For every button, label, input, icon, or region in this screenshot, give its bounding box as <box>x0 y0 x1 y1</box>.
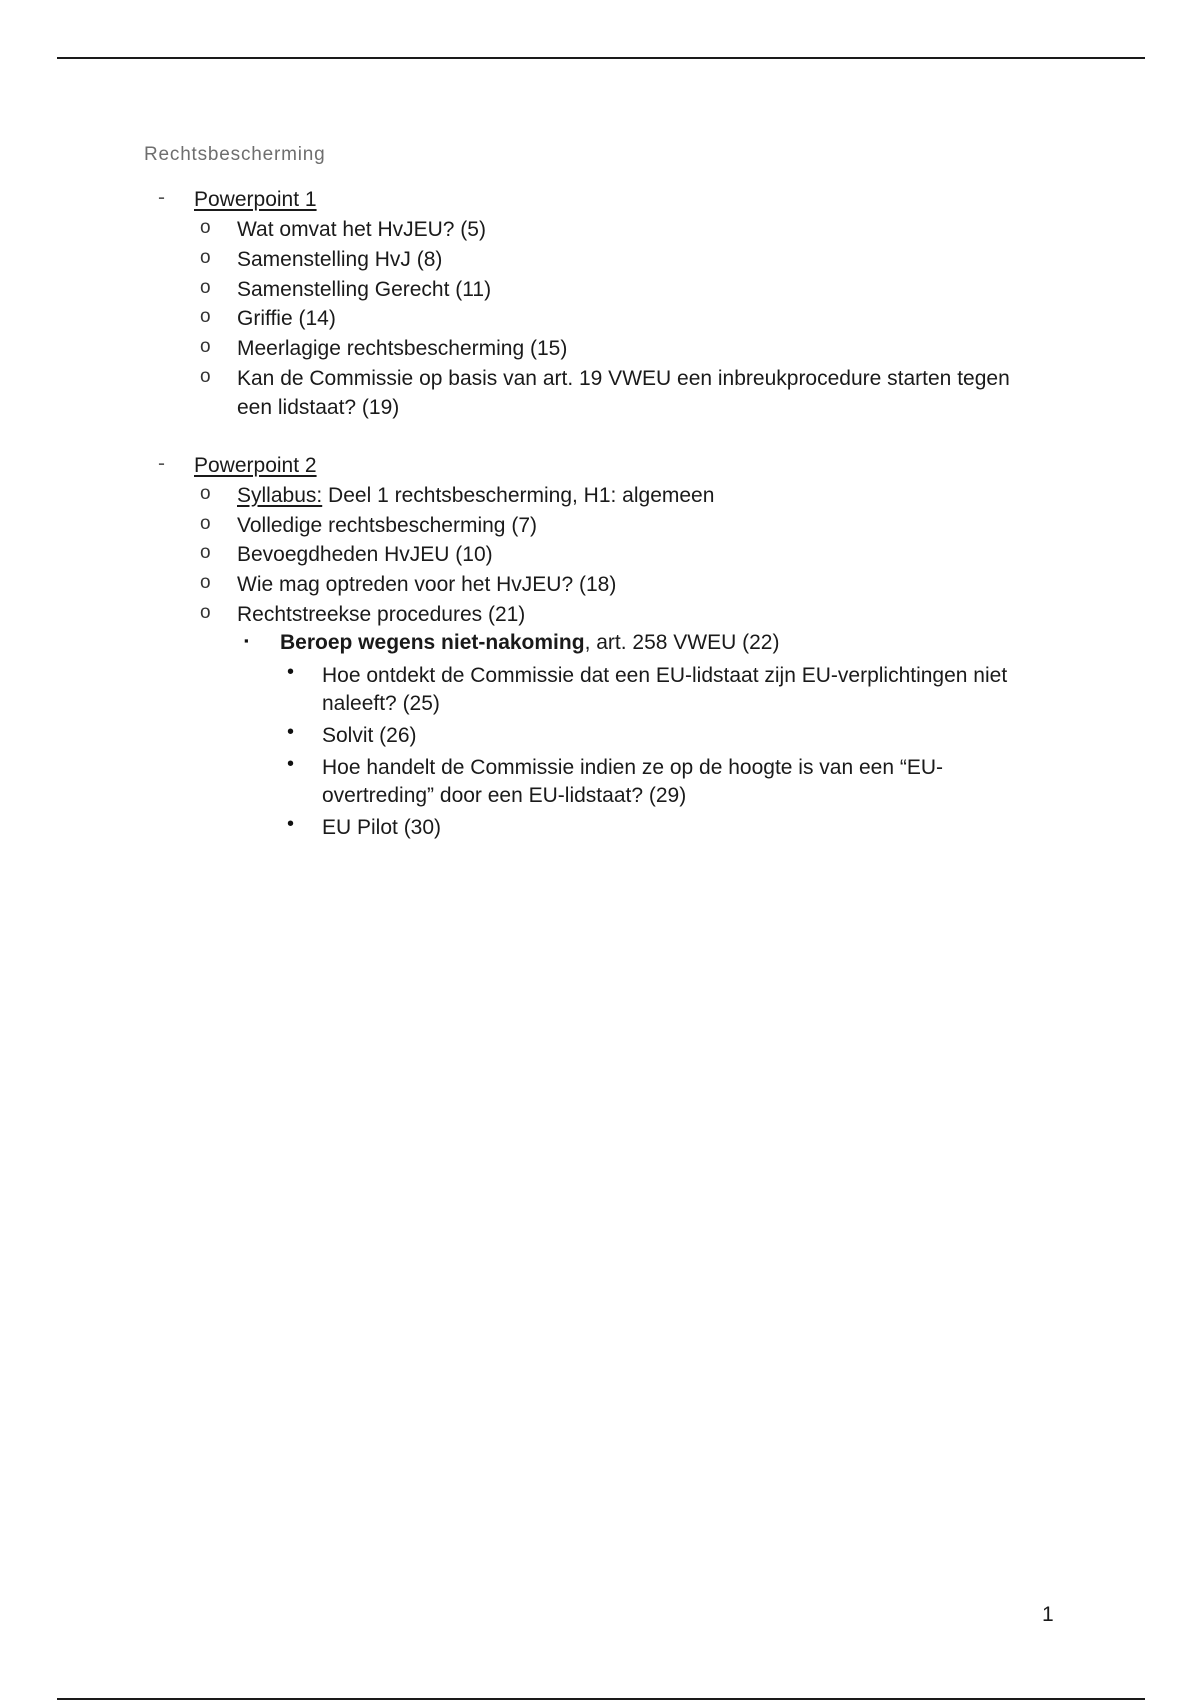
nested-list-item-continuation: overtreding” door een EU-lidstaat? (29) <box>322 784 687 807</box>
circle-bullet: o <box>200 513 211 534</box>
nested-list-item: Hoe handelt de Commissie indien ze op de hoogte is van een “EU- <box>322 756 944 779</box>
list-item: Bevoegdheden HvJEU (10) <box>237 543 493 566</box>
list-item: Griffie (14) <box>237 307 336 330</box>
syllabus-label: Syllabus: <box>237 484 323 507</box>
list-item: Samenstelling HvJ (8) <box>237 248 443 271</box>
section-heading: Powerpoint 1 <box>194 188 317 211</box>
list-item: Rechtstreekse procedures (21) <box>237 603 526 626</box>
list-item: Meerlagige rechtsbescherming (15) <box>237 337 568 360</box>
circle-bullet: o <box>200 336 211 357</box>
nested-list-item-continuation: naleeft? (25) <box>322 692 440 715</box>
dot-bullet: • <box>287 813 295 835</box>
list-item: Wie mag optreden voor het HvJEU? (18) <box>237 573 617 596</box>
dash-bullet: - <box>158 186 165 209</box>
dot-bullet: • <box>287 721 295 743</box>
circle-bullet: o <box>200 247 211 268</box>
sub-item-bold: Beroep wegens niet-nakoming <box>280 631 585 654</box>
syllabus-item <box>237 482 714 510</box>
circle-bullet: o <box>200 542 211 563</box>
square-bullet: ▪ <box>244 633 249 648</box>
nested-list-item: Hoe ontdekt de Commissie dat een EU-lidstaat zijn EU-verplichtingen niet <box>322 664 1008 687</box>
sub-list-item <box>280 629 779 657</box>
circle-bullet: o <box>200 277 211 298</box>
sub-item-text: , art. 258 VWEU (22) <box>584 631 780 654</box>
syllabus-text: Deel 1 rechtsbescherming, H1: algemeen <box>322 484 715 507</box>
dash-bullet: - <box>158 452 165 475</box>
nested-list-item: Solvit (26) <box>322 724 417 747</box>
list-item: Kan de Commissie op basis van art. 19 VWEU een inbreukprocedure starten tegen <box>237 367 1010 390</box>
circle-bullet: o <box>200 602 211 623</box>
circle-bullet: o <box>200 572 211 593</box>
circle-bullet: o <box>200 306 211 327</box>
dot-bullet: • <box>287 661 295 683</box>
header-rule <box>57 57 1145 59</box>
list-item-continuation: een lidstaat? (19) <box>237 396 400 419</box>
page-number: 1 <box>1042 1603 1054 1626</box>
circle-bullet: o <box>200 483 211 504</box>
list-item: Wat omvat het HvJEU? (5) <box>237 218 486 241</box>
circle-bullet: o <box>200 366 211 387</box>
section-heading: Powerpoint 2 <box>194 454 317 477</box>
document-title: Rechtsbescherming <box>144 144 326 165</box>
list-item: Samenstelling Gerecht (11) <box>237 278 492 301</box>
nested-list-item: EU Pilot (30) <box>322 816 442 839</box>
circle-bullet: o <box>200 217 211 238</box>
list-item: Volledige rechtsbescherming (7) <box>237 514 537 537</box>
dot-bullet: • <box>287 753 295 775</box>
